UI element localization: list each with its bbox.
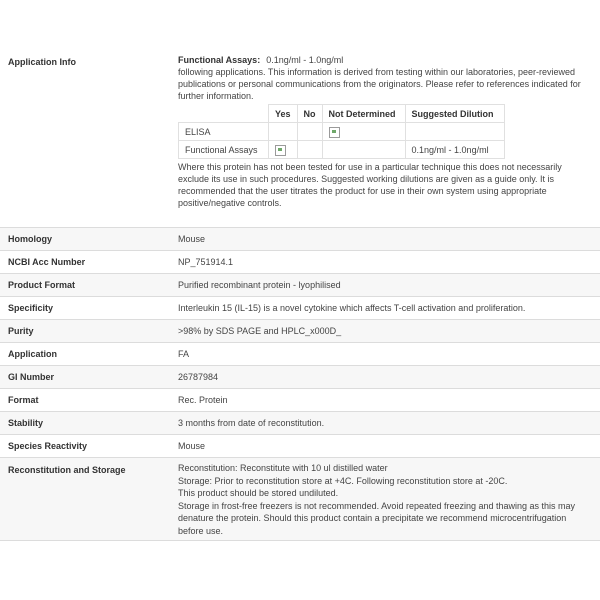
assay-table (178, 104, 505, 159)
row-species-reactivity (0, 435, 600, 458)
header-yes: Yes (269, 105, 298, 123)
row-homology (0, 228, 600, 251)
freezer-note-line: Storage in frost-free freezers is not recommended. Avoid repeated freezing and thawing as this may denature the protein. Should this product contain a precipitate we recommend microcentrifugation before use. (178, 500, 576, 536)
assay-no-cell (297, 141, 322, 159)
header-blank (179, 105, 269, 123)
row-value: 26787984 (178, 372, 219, 382)
assay-yes-cell (269, 123, 298, 141)
row-label: Homology (8, 234, 52, 244)
row-stability (0, 412, 600, 435)
application-description: following applications. This information is derived from testing within our laboratories, peer-reviewed publications or personal communications from the originators. Please refer to references indicated for further information. (178, 67, 581, 101)
header-no: No (297, 105, 322, 123)
assay-nd-cell (322, 123, 405, 141)
row-gi-number (0, 366, 600, 389)
row-label: NCBI Acc Number (8, 257, 86, 267)
row-label: Purity (8, 326, 34, 336)
assay-yes-cell (269, 141, 298, 159)
row-label: Species Reactivity (8, 441, 88, 451)
broken-image-icon (275, 145, 286, 156)
row-label: Application (8, 349, 57, 359)
row-label: Reconstitution and Storage (8, 465, 126, 475)
row-format (0, 389, 600, 412)
row-value: NP_751914.1 (178, 257, 234, 267)
row-label: Stability (8, 418, 44, 428)
functional-assays-line (178, 54, 592, 66)
row-product-format (0, 274, 600, 297)
functional-assays-label: Functional Assays: (178, 55, 261, 65)
application-info-label: Application Info (8, 57, 76, 67)
assay-row-functional (179, 141, 505, 159)
reconstitution-line: Reconstitution: Reconstitute with 10 ul distilled water (178, 463, 388, 473)
row-value: >98% by SDS PAGE and HPLC_x000D_ (178, 326, 342, 336)
assay-dilution-cell (405, 123, 504, 141)
assay-name: Functional Assays (179, 141, 269, 159)
broken-image-icon (329, 127, 340, 138)
application-note: Where this protein has not been tested for use in a particular technique this does not necessarily exclude its use in such procedures. Suggested working dilutions are given as a guide only. It is recommended that the user titrates the product for use in their own system using appropriate positive/negative controls. (178, 162, 562, 208)
row-value: Rec. Protein (178, 395, 228, 405)
application-info-value (178, 48, 592, 227)
assay-dilution-cell: 0.1ng/ml - 1.0ng/ml (405, 141, 504, 159)
undiluted-line: This product should be stored undiluted. (178, 488, 339, 498)
row-application (0, 343, 600, 366)
row-value: Purified recombinant protein - lyophilised (178, 280, 341, 290)
row-value: Mouse (178, 234, 206, 244)
row-label: Specificity (8, 303, 54, 313)
product-spec-table (0, 48, 600, 541)
storage-line: Storage: Prior to reconstitution store at +4C. Following reconstitution store at -20C. (178, 475, 508, 486)
row-value: FA (178, 349, 190, 359)
row-specificity (0, 297, 600, 320)
header-suggested-dilution: Suggested Dilution (405, 105, 504, 123)
assay-name: ELISA (179, 123, 269, 141)
row-purity (0, 320, 600, 343)
row-label: GI Number (8, 372, 55, 382)
row-value: Interleukin 15 (IL-15) is a novel cytokine which affects T-cell activation and proliferation. (178, 303, 526, 313)
application-info-row (0, 48, 600, 228)
row-value: Mouse (178, 441, 206, 451)
row-value (178, 458, 592, 540)
assay-no-cell (297, 123, 322, 141)
row-value: 3 months from date of reconstitution. (178, 418, 325, 428)
assay-table-header (179, 105, 505, 123)
header-not-determined: Not Determined (322, 105, 405, 123)
assay-nd-cell (322, 141, 405, 159)
row-label: Format (8, 395, 39, 405)
row-ncbi-acc-number (0, 251, 600, 274)
assay-row-elisa (179, 123, 505, 141)
row-reconstitution-storage (0, 458, 600, 541)
row-label: Product Format (8, 280, 76, 290)
functional-assays-value: 0.1ng/ml - 1.0ng/ml (266, 55, 344, 65)
